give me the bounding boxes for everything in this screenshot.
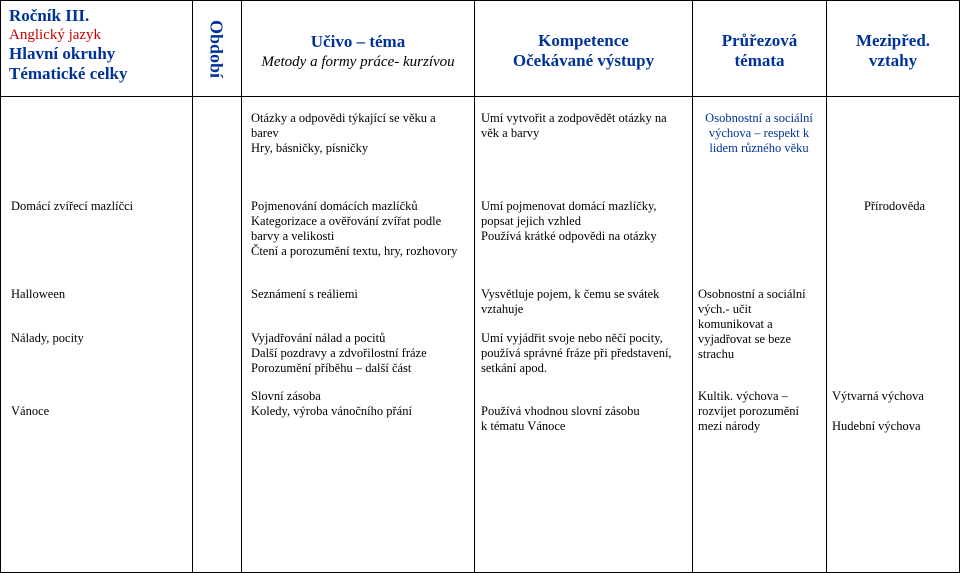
competence-label: Kompetence (538, 31, 629, 50)
column-divider (826, 0, 827, 573)
row3-topic-halloween: Halloween (11, 287, 66, 301)
table-border-top (0, 0, 960, 1)
interdisc-header (827, 31, 959, 71)
row3-crosscut: Osobnostní a sociální vých.- učit komunikovat a vyjadřovat se beze strachu (698, 287, 806, 361)
crosscut-label-1: Průřezová (721, 31, 798, 50)
row4-curriculum: Slovní zásoba Koledy, výroba vánočního přání (251, 389, 412, 418)
header-divider (0, 96, 960, 97)
outcomes-label: Očekávané výstupy (512, 51, 655, 70)
column-divider (692, 0, 693, 573)
methods-label: Metody a formy práce- kurzívou (261, 54, 455, 70)
row1-curriculum: Otázky a odpovědi týkající se věku a barev Hry, básničky, písničky (251, 111, 436, 155)
period-label: Období (206, 19, 227, 79)
grade-title: Ročník III. (9, 6, 90, 25)
row2-interdisc: Přírodověda (863, 199, 926, 213)
row1-crosscut: Osobnostní a sociální výchova – respekt k lidem různého věku (705, 111, 813, 155)
row1-outcomes: Umí vytvořit a zodpovědět otázky na věk a barvy (481, 111, 667, 140)
row4-outcomes: Používá vhodnou slovní zásobu k tématu Vánoce (481, 404, 640, 433)
row4-crosscut: Kultik. výchova – rozvíjet porozumění mezi národy (698, 389, 800, 433)
header-left-cell (9, 6, 128, 84)
thematic-units-label: Tématické celky (9, 64, 128, 83)
row3-topic-moods: Nálady, pocity (11, 331, 84, 345)
column-divider (474, 0, 475, 573)
curriculum-label: Učivo – téma (310, 32, 406, 51)
row3-outcomes-b: Umí vyjádřit svoje nebo něčí pocity, používá správné fráze při představení, setkání apod. (481, 331, 672, 375)
row2-outcomes: Umí pojmenovat domácí mazlíčky, popsat jejich vzhled Používá krátké odpovědi na otázky (481, 199, 657, 243)
row3-curriculum-b: Vyjadřování nálad a pocitů Další pozdravy a zdvořilostní fráze Porozumění příběhu – další část (251, 331, 427, 375)
row4-topic: Vánoce (11, 404, 50, 418)
interdisc-label-1: Mezipřed. (855, 31, 931, 50)
column-divider (241, 0, 242, 573)
main-areas-label: Hlavní okruhy (9, 44, 116, 63)
row4-interdisc-art: Výtvarná výchova (832, 389, 924, 403)
row3-curriculum-a: Seznámení s reáliemi (251, 287, 358, 301)
subject-label: Anglický jazyk (9, 27, 102, 43)
row2-topic: Domácí zvířecí mazlíčci (11, 199, 134, 213)
row3-outcomes-a: Vysvětluje pojem, k čemu se svátek vztahuje (481, 287, 660, 316)
column-divider (192, 0, 193, 573)
interdisc-label-2: vztahy (868, 51, 918, 70)
table-border-left (0, 0, 1, 573)
row4-interdisc-music: Hudební výchova (832, 419, 921, 433)
crosscut-label-2: témata (734, 51, 785, 70)
crosscut-header (693, 31, 826, 71)
period-header (195, 5, 237, 93)
curriculum-header (242, 32, 474, 72)
competence-header (475, 31, 692, 71)
row2-curriculum: Pojmenování domácích mazlíčků Kategorizace a ověřování zvířat podle barvy a velikosti Čtení a porozumění textu, hry, rozhovory (251, 199, 458, 258)
